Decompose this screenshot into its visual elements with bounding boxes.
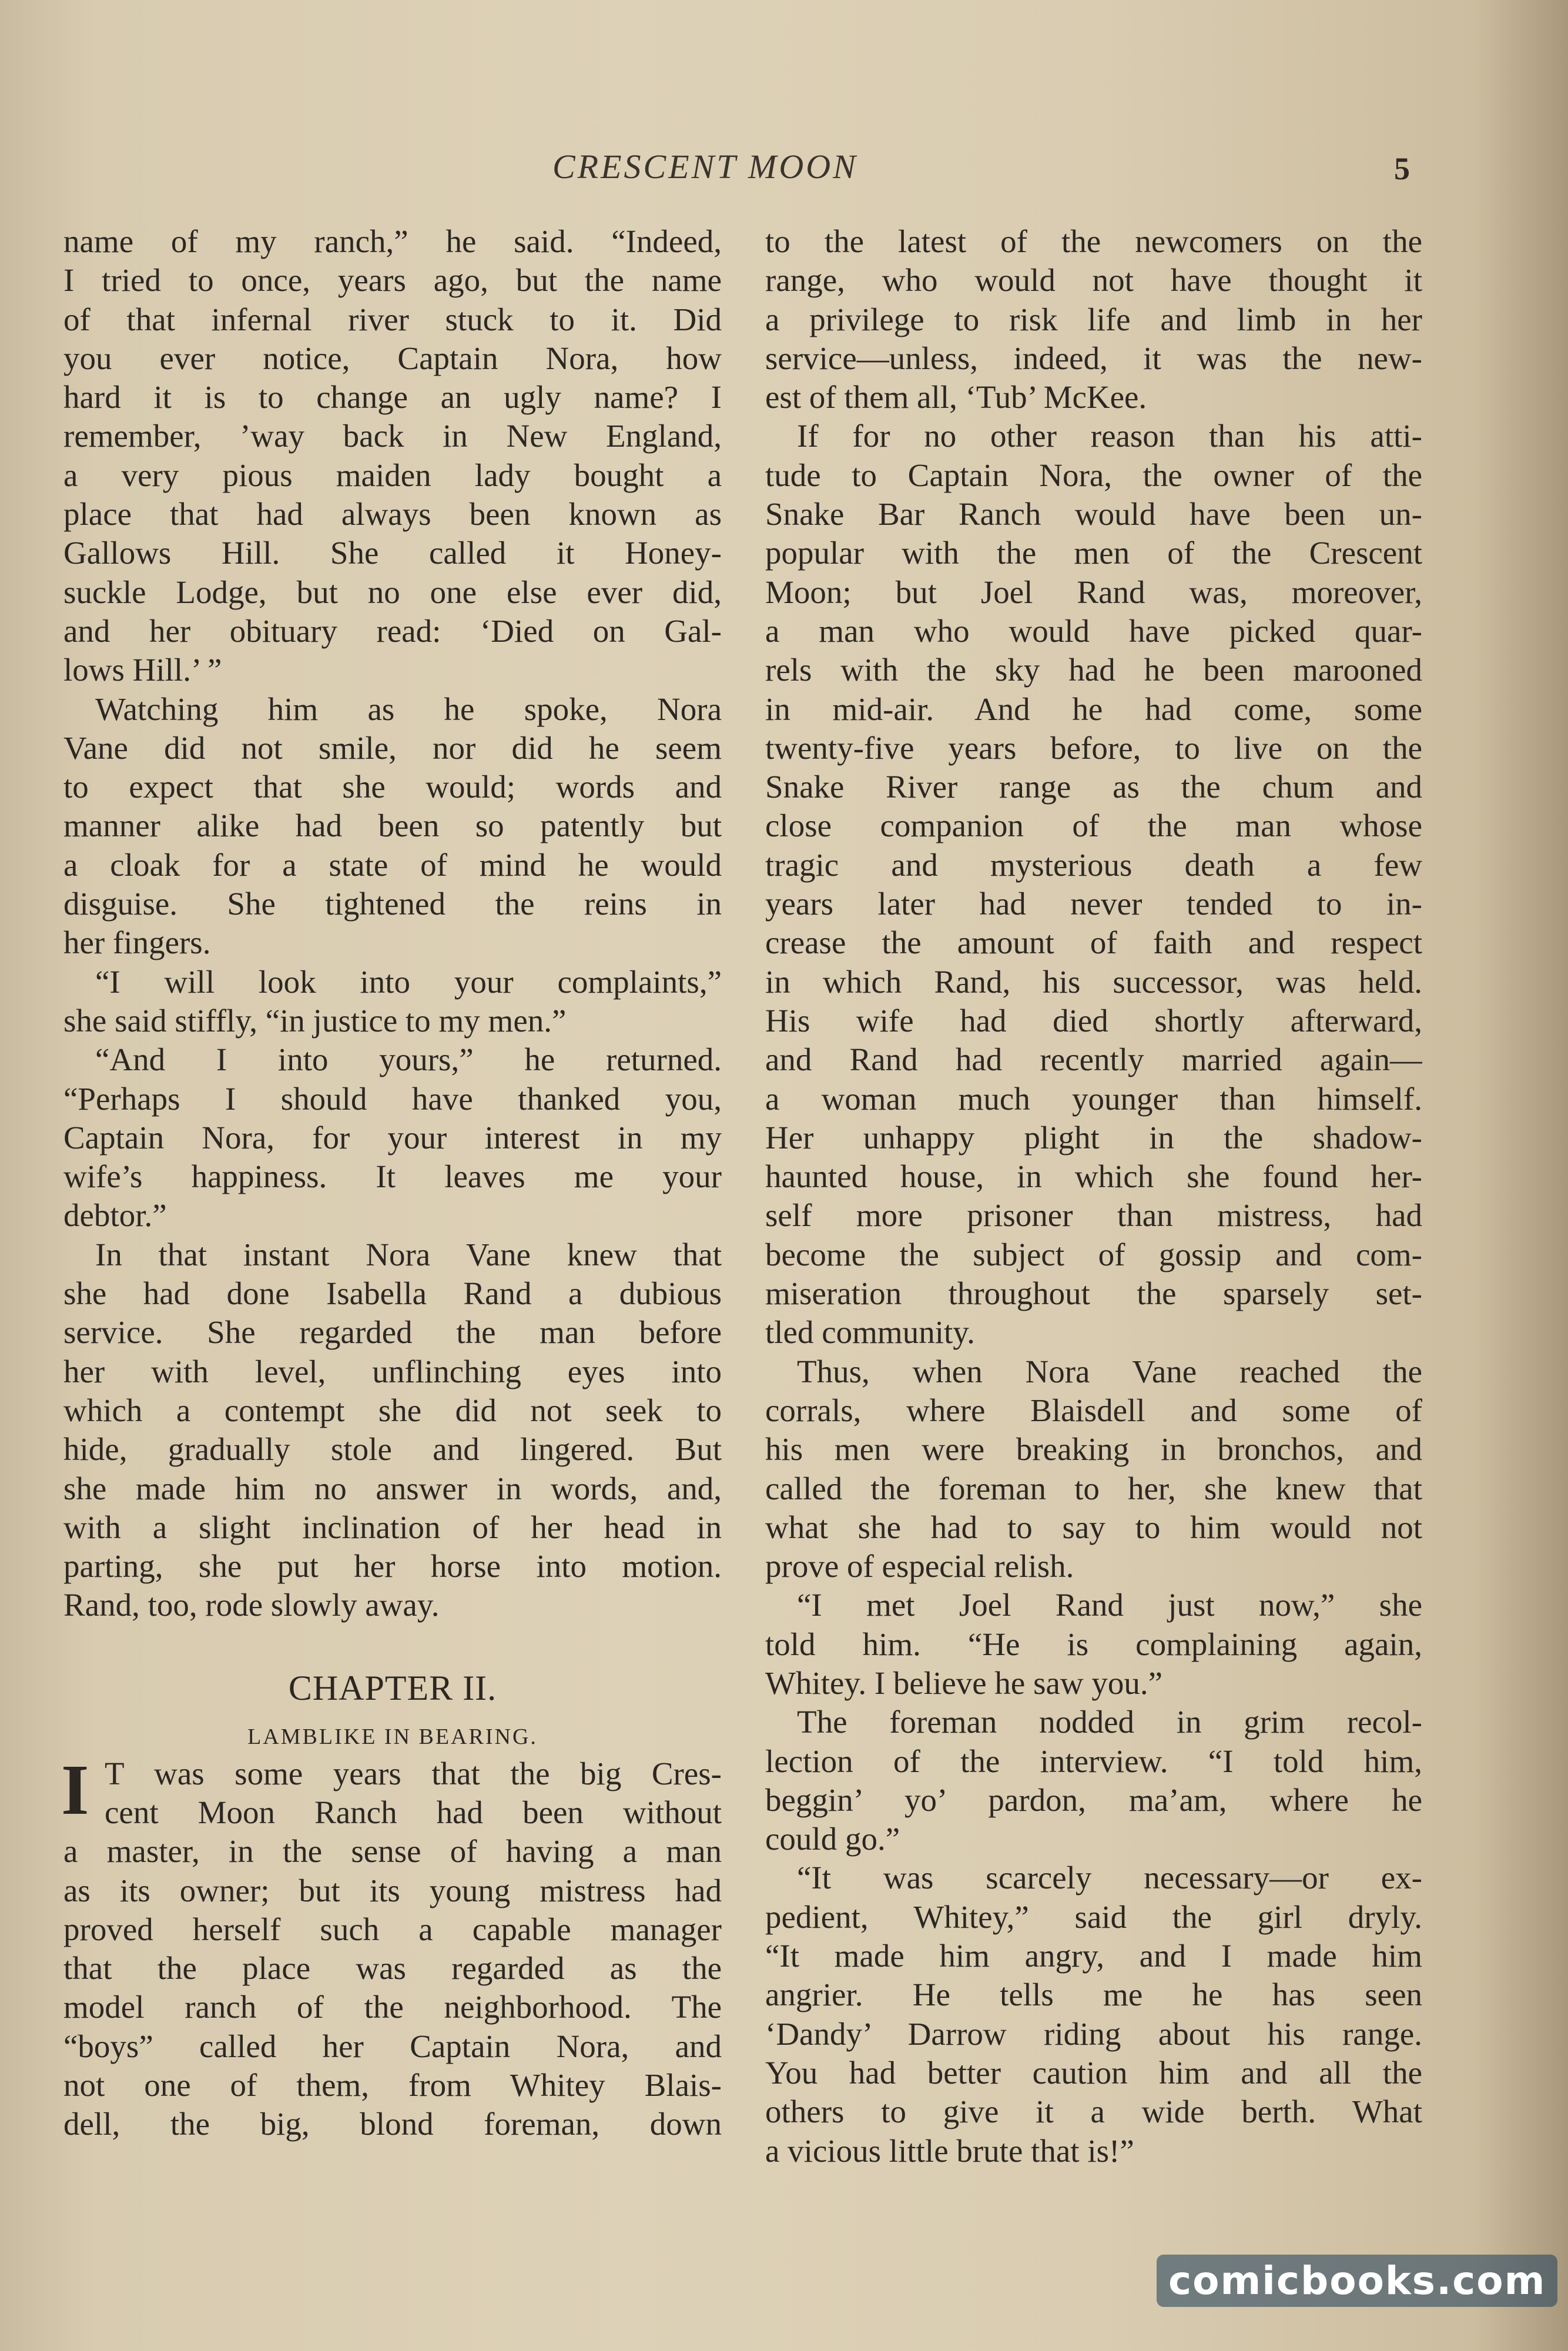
text-line: If for no other reason than his atti- — [797, 418, 1422, 454]
text-line: “I will look into your complaints,” — [95, 963, 722, 1000]
text-line: to expect that she would; words and — [63, 769, 722, 805]
text-line: she had done Isabella Rand a dubious — [63, 1275, 722, 1312]
right-column — [765, 222, 1422, 2171]
text-line: disguise. She tightened the reins in — [63, 886, 722, 922]
chapter-subtitle: LAMBLIKE IN BEARING. — [247, 1724, 538, 1749]
left-column-text-before-chapter — [63, 222, 722, 1625]
text-line: others to give it a wide berth. What — [765, 2094, 1422, 2130]
text-line: a cloak for a state of mind he would — [63, 846, 722, 883]
text-line: twenty-five years before, to live on the — [765, 729, 1422, 766]
text-line: debtor.” — [63, 1197, 167, 1234]
chapter-opening — [61, 1750, 722, 2144]
text-line: years later had never tended to in- — [765, 886, 1422, 922]
text-line: service. She regarded the man before — [63, 1314, 722, 1351]
text-line: haunted house, in which she found her- — [765, 1158, 1422, 1195]
text-line: cent Moon Ranch had been without — [105, 1794, 722, 1830]
text-line: lows Hill.’ ” — [63, 652, 222, 688]
text-line: Moon; but Joel Rand was, moreover, — [765, 574, 1422, 610]
text-line: hide, gradually stole and lingered. But — [63, 1431, 722, 1468]
text-line: His wife had died shortly afterward, — [765, 1002, 1422, 1039]
text-line: range, who would not have thought it — [765, 262, 1422, 299]
text-line: a master, in the sense of having a man — [63, 1833, 722, 1870]
chapter-heading: CHAPTER II. — [288, 1668, 497, 1707]
text-line: her with level, unflinching eyes into — [63, 1353, 722, 1389]
text-line: corrals, where Blaisdell and some of — [765, 1392, 1422, 1428]
text-line: Vane did not smile, nor did he seem — [63, 729, 722, 766]
left-column-text-after-chapter — [61, 1750, 722, 2144]
text-line: model ranch of the neighborhood. The — [63, 1989, 722, 2025]
text-line: pedient, Whitey,” said the girl dryly. — [765, 1898, 1422, 1935]
text-line: service—unless, indeed, it was the new- — [765, 340, 1422, 376]
text-line: beggin’ yo’ pardon, ma’am, where he — [765, 1781, 1422, 1818]
text-line: what she had to say to him would not — [765, 1509, 1422, 1545]
text-line: miseration throughout the sparsely set- — [765, 1275, 1422, 1312]
page-number: 5 — [1394, 151, 1410, 186]
text-line: “It made him angry, and I made him — [765, 1938, 1422, 1974]
text-line: and Rand had recently married again— — [765, 1041, 1422, 1078]
text-line: You had better caution him and all the — [765, 2054, 1422, 2091]
text-line: you ever notice, Captain Nora, how — [63, 340, 722, 376]
text-line: could go.” — [765, 1821, 900, 1857]
text-line: a man who would have picked quar- — [765, 612, 1422, 649]
text-line: T was some years that the big Cres- — [105, 1755, 722, 1791]
text-line: with a slight inclination of her head in — [63, 1509, 722, 1545]
text-line: popular with the men of the Crescent — [765, 535, 1422, 571]
text-line: a very pious maiden lady bought a — [63, 457, 722, 493]
text-line: Rand, too, rode slowly away. — [63, 1587, 440, 1623]
text-line: told him. “He is complaining again, — [765, 1626, 1422, 1662]
text-line: Snake Bar Ranch would have been un- — [765, 496, 1422, 533]
text-line: angrier. He tells me he has seen — [765, 1977, 1422, 2013]
text-line: name of my ranch,” he said. “Indeed, — [63, 223, 722, 259]
text-line: proved herself such a capable manager — [63, 1911, 722, 1947]
text-line: and her obituary read: ‘Died on Gal- — [63, 612, 722, 649]
text-line: hard it is to change an ugly name? I — [63, 379, 722, 416]
text-line: not one of them, from Whitey Blais- — [63, 2067, 722, 2104]
text-line: which a contempt she did not seek to — [63, 1392, 722, 1428]
text-line: Whitey. I believe he saw you.” — [765, 1665, 1163, 1701]
text-line: of that infernal river stuck to it. Did — [63, 301, 722, 337]
text-line: ‘Dandy’ Darrow riding about his range. — [765, 2015, 1422, 2052]
text-line: that the place was regarded as the — [63, 1950, 722, 1987]
drop-cap-letter: I — [61, 1750, 89, 1830]
watermark-logo: comicbooks.com — [1157, 2255, 1557, 2307]
text-line: tled community. — [765, 1314, 975, 1351]
text-line: become the subject of gossip and com- — [765, 1236, 1422, 1272]
text-line: to the latest of the newcomers on the — [765, 223, 1422, 259]
text-line: in mid-air. And he had come, some — [765, 691, 1422, 727]
text-line: The foreman nodded in grim recol- — [797, 1704, 1422, 1740]
text-line: “Perhaps I should have thanked you, — [63, 1080, 722, 1117]
right-column-text — [765, 222, 1422, 2171]
text-line: manner alike had been so patently but — [63, 808, 722, 844]
text-line: “And I into yours,” he returned. — [95, 1041, 722, 1078]
text-line: I tried to once, years ago, but the name — [63, 262, 722, 299]
text-line: In that instant Nora Vane knew that — [95, 1236, 722, 1272]
text-line: “boys” called her Captain Nora, and — [63, 2028, 722, 2064]
left-column — [63, 222, 722, 2144]
text-line: his men were breaking in bronchos, and — [765, 1431, 1422, 1468]
text-line: Captain Nora, for your interest in my — [63, 1119, 722, 1156]
text-line: suckle Lodge, but no one else ever did, — [63, 574, 722, 610]
text-line: parting, she put her horse into motion. — [63, 1548, 722, 1585]
text-line: she made him no answer in words, and, — [63, 1470, 722, 1506]
text-line: “It was scarcely necessary—or ex- — [797, 1860, 1422, 1896]
text-line: est of them all, ‘Tub’ McKee. — [765, 379, 1147, 416]
text-line: as its owner; but its young mistress had — [63, 1872, 722, 1908]
text-line: wife’s happiness. It leaves me your — [63, 1158, 722, 1195]
text-line: “I met Joel Rand just now,” she — [797, 1587, 1422, 1623]
text-line: rels with the sky had he been marooned — [765, 652, 1422, 688]
text-line: a vicious little brute that is!” — [765, 2132, 1134, 2169]
text-line: remember, ’way back in New England, — [63, 418, 722, 454]
text-line: her fingers. — [63, 925, 211, 961]
text-line: Gallows Hill. She called it Honey- — [63, 535, 722, 571]
text-line: in which Rand, his successor, was held. — [765, 963, 1422, 1000]
text-line: Her unhappy plight in the shadow- — [765, 1119, 1422, 1156]
text-line: dell, the big, blond foreman, down — [63, 2106, 722, 2142]
text-line: Watching him as he spoke, Nora — [95, 691, 722, 727]
text-line: Thus, when Nora Vane reached the — [797, 1353, 1422, 1389]
text-line: a woman much younger than himself. — [765, 1080, 1422, 1117]
text-line: place that had always been known as — [63, 496, 722, 533]
text-line: self more prisoner than mistress, had — [765, 1197, 1422, 1234]
text-line: lection of the interview. “I told him, — [765, 1743, 1422, 1779]
text-line: tragic and mysterious death a few — [765, 846, 1422, 883]
text-line: a privilege to risk life and limb in her — [765, 301, 1422, 337]
text-line: prove of especial relish. — [765, 1548, 1074, 1585]
text-line: tude to Captain Nora, the owner of the — [765, 457, 1422, 493]
text-line: she said stiffly, “in justice to my men.” — [63, 1002, 567, 1039]
text-line: called the foreman to her, she knew that — [765, 1470, 1422, 1506]
text-line: Snake River range as the chum and — [765, 769, 1422, 805]
text-line: close companion of the man whose — [765, 808, 1422, 844]
text-line: crease the amount of faith and respect — [765, 925, 1422, 961]
running-header-title: CRESCENT MOON — [552, 148, 858, 186]
